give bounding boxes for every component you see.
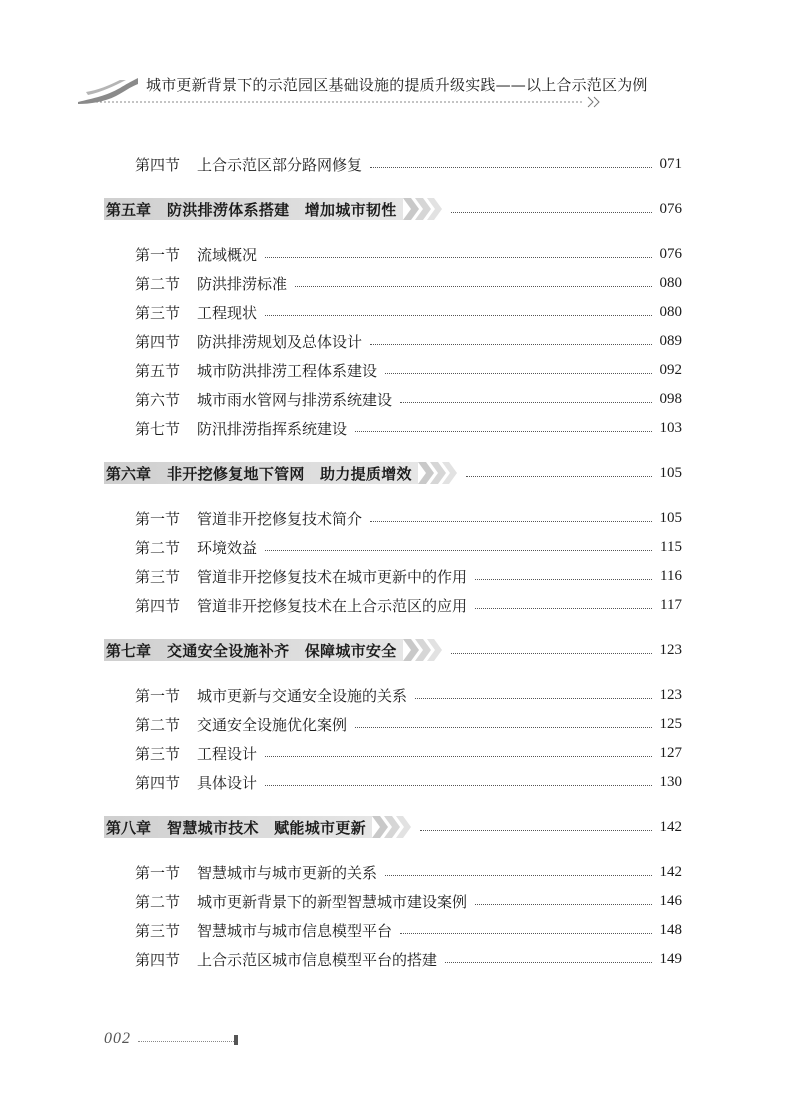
section-number: 第四节 bbox=[135, 332, 181, 351]
dot-leader bbox=[355, 727, 651, 728]
dot-leader bbox=[475, 608, 652, 609]
section-title: 城市更新与交通安全设施的关系 bbox=[197, 686, 408, 705]
toc-chapter-entry[interactable] bbox=[104, 814, 682, 840]
toc-section-entry[interactable] bbox=[135, 592, 682, 618]
toc-section-entry[interactable] bbox=[135, 740, 682, 766]
dot-leader bbox=[385, 875, 651, 876]
section-title: 城市更新背景下的新型智慧城市建设案例 bbox=[197, 892, 468, 911]
toc-chapter-entry[interactable] bbox=[104, 460, 682, 486]
toc-section-entry[interactable] bbox=[135, 534, 682, 560]
toc-chapter-entry[interactable] bbox=[104, 196, 682, 222]
page-ref: 080 bbox=[659, 303, 682, 320]
toc-section-entry[interactable] bbox=[135, 563, 682, 589]
page-ref: 076 bbox=[659, 245, 682, 262]
dot-leader bbox=[265, 550, 652, 551]
dot-leader bbox=[451, 212, 652, 213]
section-title: 城市防洪排涝工程体系建设 bbox=[197, 361, 378, 380]
toc-section-entry[interactable] bbox=[135, 888, 682, 914]
toc-section-entry[interactable] bbox=[135, 386, 682, 412]
section-title: 流域概况 bbox=[197, 245, 258, 264]
section-title: 交通安全设施优化案例 bbox=[197, 715, 348, 734]
toc-section-entry[interactable] bbox=[135, 415, 682, 441]
section-title: 工程设计 bbox=[197, 744, 258, 763]
page-ref: 149 bbox=[659, 950, 682, 967]
toc-chapter-entry[interactable] bbox=[104, 637, 682, 663]
section-number: 第二节 bbox=[135, 538, 181, 557]
section-number: 第六节 bbox=[135, 390, 181, 409]
dot-leader bbox=[355, 431, 651, 432]
page-ref: 130 bbox=[659, 773, 682, 790]
section-number: 第七节 bbox=[135, 419, 181, 438]
chapter-arrows-icon bbox=[418, 462, 458, 484]
toc-section-entry[interactable] bbox=[135, 946, 682, 972]
dot-leader bbox=[400, 402, 651, 403]
page-ref: 105 bbox=[659, 509, 682, 526]
section-number: 第二节 bbox=[135, 892, 181, 911]
dot-leader bbox=[265, 785, 651, 786]
chapter-title: 防洪排涝体系搭建 增加城市韧性 bbox=[167, 200, 397, 219]
chapter-band bbox=[104, 639, 403, 661]
section-title: 管道非开挖修复技术在城市更新中的作用 bbox=[197, 567, 468, 586]
dot-leader bbox=[370, 167, 651, 168]
section-title: 管道非开挖修复技术简介 bbox=[197, 509, 363, 528]
section-title: 防洪排涝规划及总体设计 bbox=[197, 332, 363, 351]
section-title: 防洪排涝标准 bbox=[197, 274, 288, 293]
dot-leader bbox=[265, 315, 651, 316]
section-title: 城市雨水管网与排涝系统建设 bbox=[197, 390, 393, 409]
page-ref: 142 bbox=[659, 863, 682, 880]
chapter-title: 交通安全设施补齐 保障城市安全 bbox=[167, 641, 397, 660]
toc-section-entry[interactable] bbox=[135, 357, 682, 383]
page-ref: 117 bbox=[660, 596, 682, 613]
section-title: 具体设计 bbox=[197, 773, 258, 792]
dot-leader bbox=[420, 830, 652, 831]
page-ref: 089 bbox=[659, 332, 682, 349]
section-number: 第三节 bbox=[135, 744, 181, 763]
running-header bbox=[76, 68, 648, 108]
dot-leader bbox=[451, 653, 652, 654]
chapter-number: 第七章 bbox=[106, 641, 152, 660]
toc-section-entry[interactable] bbox=[135, 151, 682, 177]
dot-leader bbox=[370, 521, 651, 522]
toc-section-entry[interactable] bbox=[135, 299, 682, 325]
dot-leader bbox=[445, 962, 651, 963]
section-number: 第四节 bbox=[135, 950, 181, 969]
toc-section-entry[interactable] bbox=[135, 328, 682, 354]
header-rule bbox=[88, 96, 608, 108]
toc-section-entry[interactable] bbox=[135, 270, 682, 296]
section-title: 上合示范区城市信息模型平台的搭建 bbox=[197, 950, 438, 969]
section-number: 第一节 bbox=[135, 686, 181, 705]
section-number: 第三节 bbox=[135, 567, 181, 586]
section-number: 第四节 bbox=[135, 155, 181, 174]
page-ref: 080 bbox=[659, 274, 682, 291]
section-title: 管道非开挖修复技术在上合示范区的应用 bbox=[197, 596, 468, 615]
dot-leader bbox=[265, 756, 651, 757]
section-number: 第一节 bbox=[135, 245, 181, 264]
dot-leader bbox=[475, 579, 652, 580]
section-number: 第四节 bbox=[135, 773, 181, 792]
toc-section-entry[interactable] bbox=[135, 859, 682, 885]
toc-section-entry[interactable] bbox=[135, 682, 682, 708]
section-number: 第一节 bbox=[135, 509, 181, 528]
dot-leader bbox=[295, 286, 651, 287]
page-ref: 103 bbox=[659, 419, 682, 436]
section-title: 环境效益 bbox=[197, 538, 258, 557]
page-ref: 146 bbox=[659, 892, 682, 909]
page-number: 002 bbox=[104, 1030, 131, 1047]
dot-leader bbox=[385, 373, 651, 374]
dot-leader bbox=[475, 904, 651, 905]
chapter-band bbox=[104, 462, 418, 484]
section-number: 第二节 bbox=[135, 715, 181, 734]
toc-section-entry[interactable] bbox=[135, 505, 682, 531]
dot-leader bbox=[415, 698, 651, 699]
chapter-number: 第五章 bbox=[106, 200, 152, 219]
page-ref: 148 bbox=[659, 921, 682, 938]
chapter-band bbox=[104, 198, 403, 220]
dot-leader bbox=[466, 476, 652, 477]
page-ref: 071 bbox=[659, 155, 682, 172]
section-title: 智慧城市与城市更新的关系 bbox=[197, 863, 378, 882]
section-number: 第一节 bbox=[135, 863, 181, 882]
section-title: 上合示范区部分路网修复 bbox=[197, 155, 363, 174]
dot-leader bbox=[265, 257, 651, 258]
page-ref: 127 bbox=[659, 744, 682, 761]
chapter-arrows-icon bbox=[403, 198, 443, 220]
page-ref: 076 bbox=[659, 200, 682, 217]
page-ref: 092 bbox=[659, 361, 682, 378]
page-ref: 142 bbox=[659, 818, 682, 835]
page-ref: 123 bbox=[659, 641, 682, 658]
dot-leader bbox=[370, 344, 651, 345]
footer-rule bbox=[138, 1041, 234, 1042]
page-footer bbox=[104, 1030, 264, 1050]
page-ref: 098 bbox=[659, 390, 682, 407]
page-ref: 123 bbox=[659, 686, 682, 703]
header-title: 城市更新背景下的示范园区基础设施的提质升级实践——以上合示范区为例 bbox=[146, 76, 648, 94]
chapter-arrows-icon bbox=[372, 816, 412, 838]
toc-section-entry[interactable] bbox=[135, 917, 682, 943]
page-ref: 125 bbox=[659, 715, 682, 732]
section-number: 第五节 bbox=[135, 361, 181, 380]
section-number: 第四节 bbox=[135, 596, 181, 615]
chapter-number: 第八章 bbox=[106, 818, 152, 837]
page-ref: 116 bbox=[660, 567, 682, 584]
section-number: 第三节 bbox=[135, 921, 181, 940]
section-number: 第二节 bbox=[135, 274, 181, 293]
footer-bar bbox=[234, 1035, 238, 1045]
chapter-band bbox=[104, 816, 372, 838]
toc-section-entry[interactable] bbox=[135, 769, 682, 795]
section-title: 智慧城市与城市信息模型平台 bbox=[197, 921, 393, 940]
chapter-title: 非开挖修复地下管网 助力提质增效 bbox=[167, 464, 412, 483]
toc-section-entry[interactable] bbox=[135, 711, 682, 737]
section-number: 第三节 bbox=[135, 303, 181, 322]
chapter-number: 第六章 bbox=[106, 464, 152, 483]
page-ref: 115 bbox=[660, 538, 682, 555]
section-title: 防汛排涝指挥系统建设 bbox=[197, 419, 348, 438]
chapter-title: 智慧城市技术 赋能城市更新 bbox=[167, 818, 366, 837]
section-title: 工程现状 bbox=[197, 303, 258, 322]
page-ref: 105 bbox=[659, 464, 682, 481]
toc-section-entry[interactable] bbox=[135, 241, 682, 267]
dot-leader bbox=[400, 933, 651, 934]
chapter-arrows-icon bbox=[403, 639, 443, 661]
